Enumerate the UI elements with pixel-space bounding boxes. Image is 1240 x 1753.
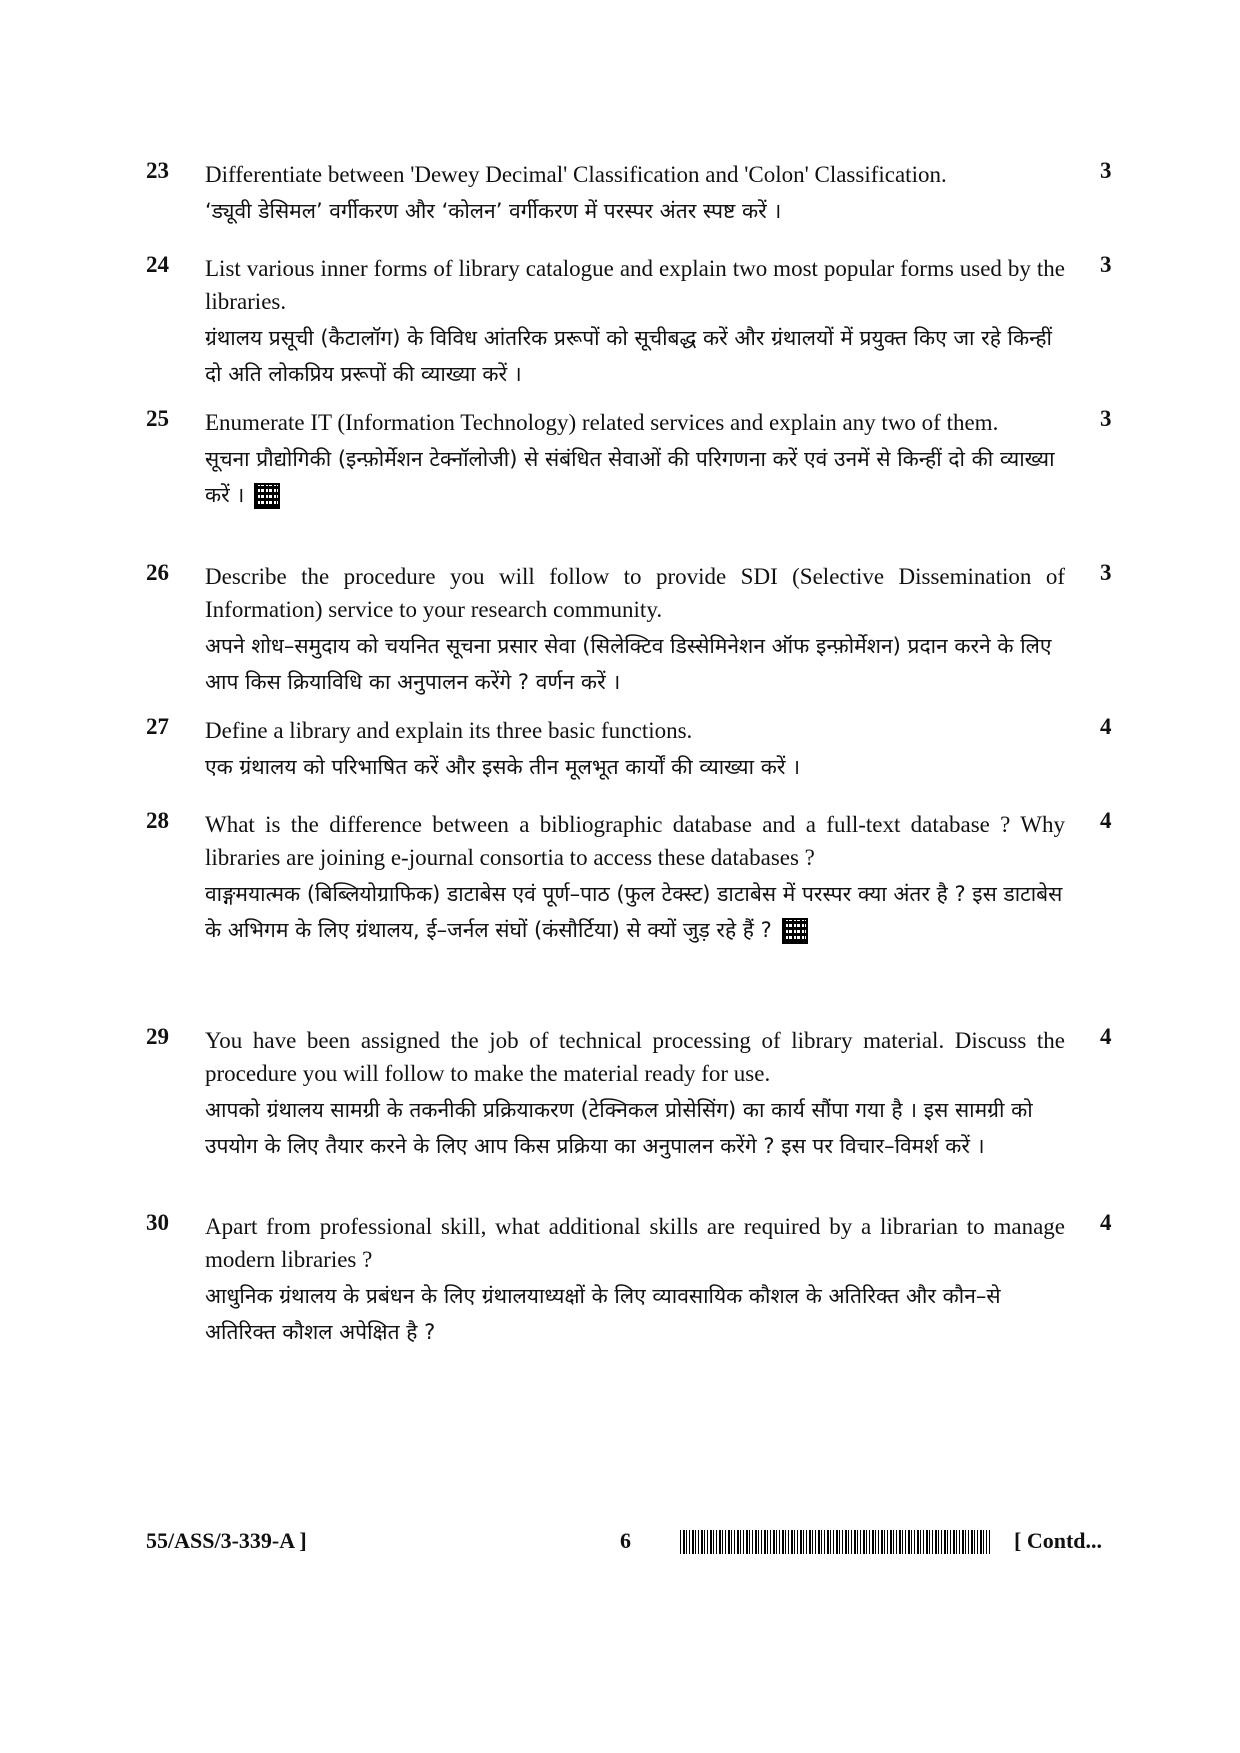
qr-code-icon [782, 918, 808, 944]
question-number: 29 [146, 1024, 169, 1049]
question-number: 30 [146, 1210, 169, 1235]
marks: 4 [1100, 1024, 1112, 1049]
question-number: 25 [146, 406, 169, 431]
barcode-icon [680, 1530, 990, 1554]
question-number: 26 [146, 560, 169, 585]
continued-label: [ Contd... [1014, 1528, 1103, 1553]
question-text-hindi: ‘ड्यूवी डेसिमल’ वर्गीकरण और ‘कोलन’ वर्गीकरण में परस्पर अंतर स्पष्ट करें । [205, 199, 782, 223]
marks: 3 [1100, 406, 1112, 431]
marks: 3 [1100, 158, 1112, 183]
page-footer [0, 1528, 1240, 1558]
question-text-hindi: वाङ्गमयात्मक (बिब्लियोग्राफिक) डाटाबेस एवं पूर्ण–पाठ (फुल टेक्स्ट) डाटाबेस में परस्पर क्या अंतर है ? इस डाटाबेस के अभिगम के लिए ग्रंथालय, ई–जर्नल संघों (कंसौर्टिया) से क्यों जुड़ रहे हैं ? [205, 882, 1063, 942]
question-text-english: Define a library and explain its three basic functions. [205, 718, 693, 743]
marks: 4 [1100, 1210, 1112, 1235]
marks: 3 [1100, 252, 1112, 277]
qr-code-icon [254, 483, 280, 509]
paper-code: 55/ASS/3-339-A ] [146, 1528, 307, 1553]
question-text-hindi: आधुनिक ग्रंथालय के प्रबंधन के लिए ग्रंथालयाध्यक्षों के लिए व्यावसायिक कौशल के अतिरिक्त और कौन–से अतिरिक्त कौशल अपेक्षित है ? [205, 1284, 1001, 1344]
question-text-english: What is the difference between a bibliographic database and a full-text database ? Why libraries are joining e-journal consortia to access these databases ? [205, 812, 1065, 870]
marks: 4 [1100, 714, 1112, 739]
question-text-english: Enumerate IT (Information Technology) related services and explain any two of them. [205, 410, 999, 435]
question-text-english: Differentiate between 'Dewey Decimal' Classification and 'Colon' Classification. [205, 162, 947, 187]
question-number: 23 [146, 158, 169, 183]
question-text-hindi: आपको ग्रंथालय सामग्री के तकनीकी प्रक्रियाकरण (टेक्निकल प्रोसेसिंग) का कार्य सौंपा गया है । इस सामग्री को उपयोग के लिए तैयार करने के लिए आप किस प्रक्रिया का अनुपालन करेंगे ? इस पर विचार–विमर्श करें । [205, 1098, 1033, 1158]
question-text-hindi: एक ग्रंथालय को परिभाषित करें और इसके तीन मूलभूत कार्यों की व्याख्या करें । [205, 755, 801, 779]
question-text-hindi: ग्रंथालय प्रसूची (कैटालॉग) के विविध आंतरिक प्ररूपों को सूचीबद्ध करें और ग्रंथालयों में प्रयुक्त किए जा रहे किन्हीं दो अति लोकप्रिय प्ररूपों की व्याख्या करें । [205, 326, 1052, 386]
question-number: 27 [146, 714, 169, 739]
question-number: 28 [146, 808, 169, 833]
question-text-english: Describe the procedure you will follow to provide SDI (Selective Dissemination of Information) service to your research community. [205, 564, 1065, 622]
question-text-english: List various inner forms of library catalogue and explain two most popular forms used by the libraries. [205, 256, 1065, 314]
question-text-english: Apart from professional skill, what additional skills are required by a librarian to manage modern libraries ? [205, 1214, 1065, 1272]
question-text-hindi: अपने शोध–समुदाय को चयनित सूचना प्रसार सेवा (सिलेक्टिव डिस्सेमिनेशन ऑफ इन्फ़ोर्मेशन) प्रदान करने के लिए आप किस क्रियाविधि का अनुपालन करेंगे ? वर्णन करें । [205, 634, 1052, 694]
marks: 4 [1100, 808, 1112, 833]
question-text-english: You have been assigned the job of technical processing of library material. Discuss the procedure you will follow to make the material ready for use. [205, 1028, 1065, 1086]
marks: 3 [1100, 560, 1112, 585]
question-number: 24 [146, 252, 169, 277]
page-number: 6 [620, 1528, 631, 1553]
question-text-hindi: सूचना प्रौद्योगिकी (इन्फ़ोर्मेशन टेक्नॉलोजी) से संबंधित सेवाओं की परिगणना करें एवं उनमें से किन्हीं दो की व्याख्या करें । [205, 447, 1055, 507]
